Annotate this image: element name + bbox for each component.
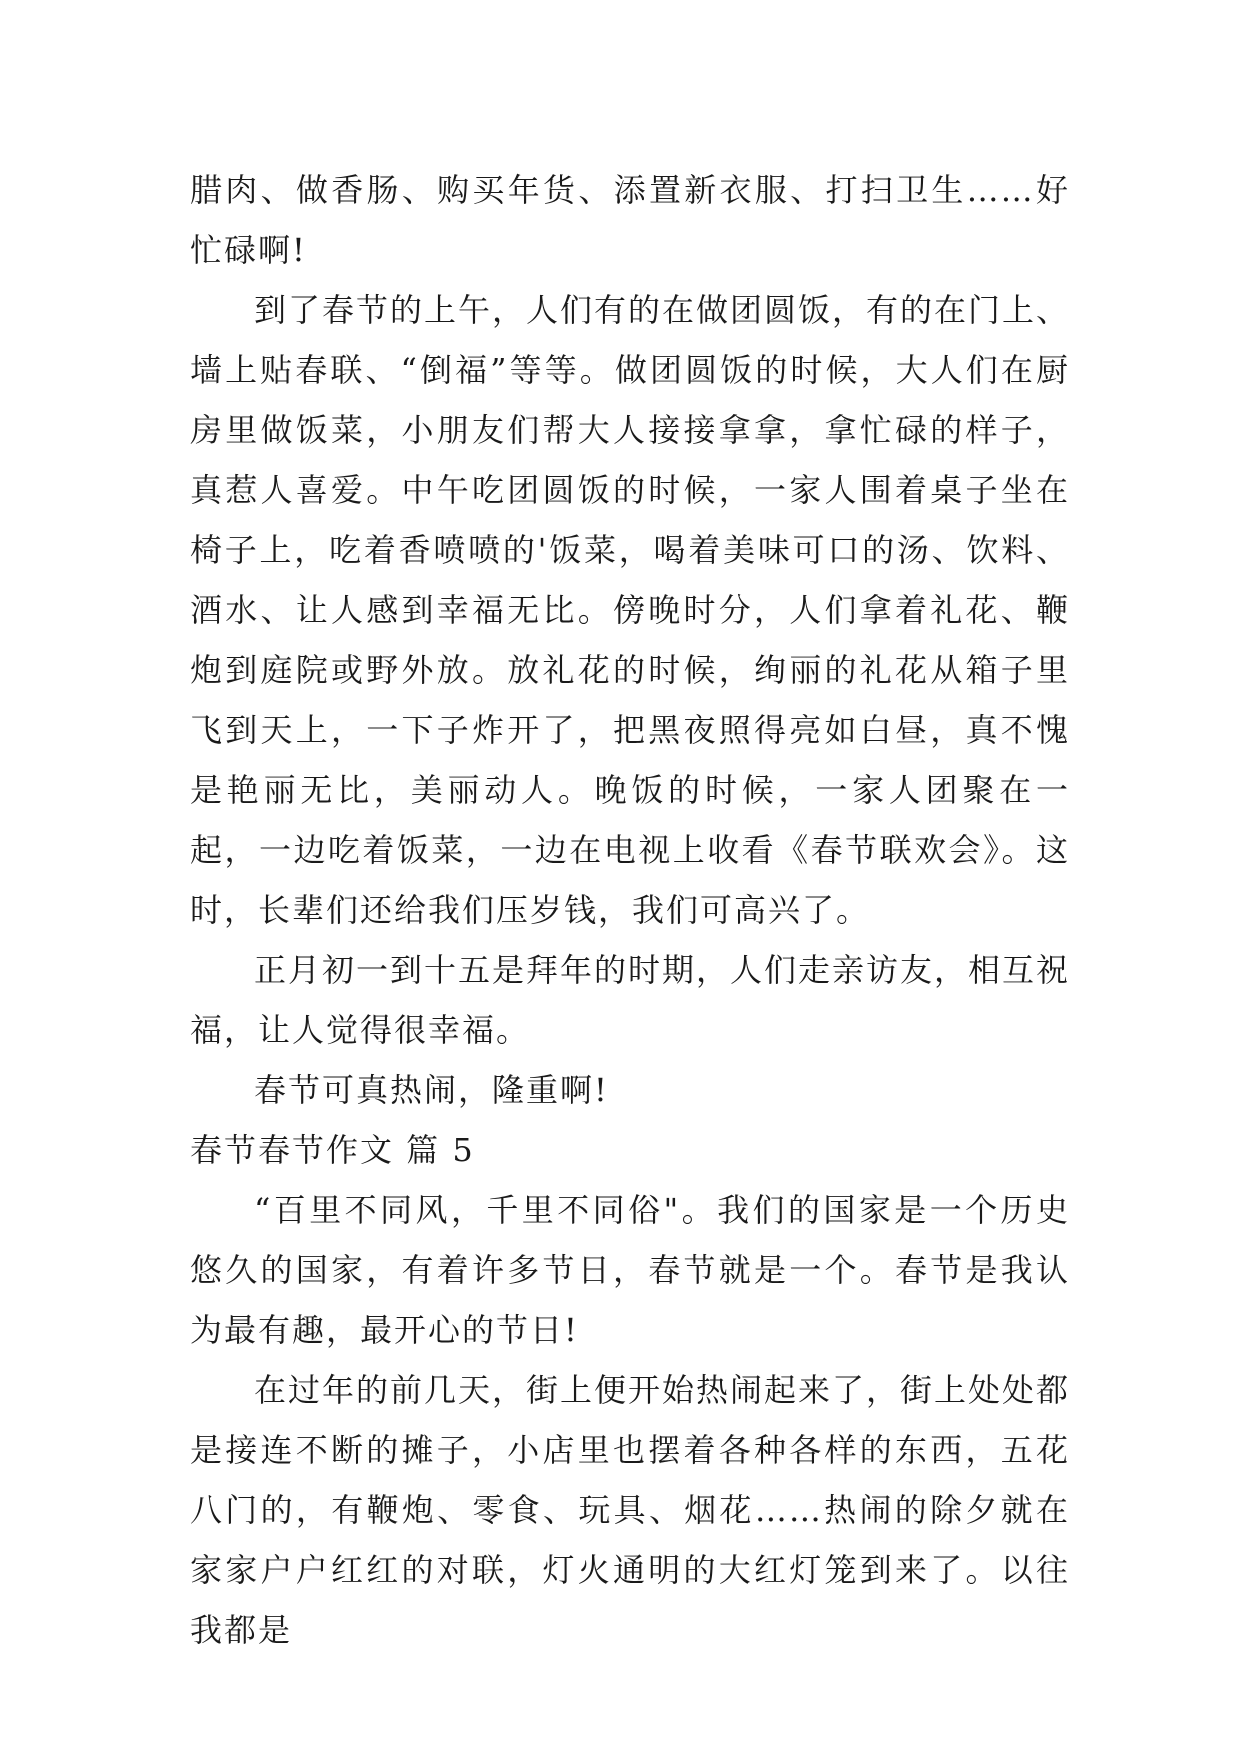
- paragraph-before-new-year: 在过年的前几天，街上便开始热闹起来了，街上处处都是接连不断的摊子，小店里也摆着各种各样的东西，五花八门的，有鞭炮、零食、玩具、烟花……热闹的除夕就在家家户户红红的对联，灯火通明的大红灯笼到来了。以往我都是: [190, 1371, 1071, 1649]
- paragraph-customs: “百里不同风，千里不同俗"。我们的国家是一个历史悠久的国家，有着许多节日，春节就是一个。春节是我认为最有趣，最开心的节日!: [190, 1191, 1070, 1349]
- document-body: [190, 160, 1070, 1660]
- paragraph-new-year-visits: 正月初一到十五是拜年的时期，人们走亲访友，相互祝福，让人觉得很幸福。: [190, 951, 1071, 1049]
- paragraph-spring-festival-morning: 到了春节的上午，人们有的在做团圆饭，有的在门上、墙上贴春联、“倒福”等等。做团圆饭的时候，大人们在厨房里做饭菜，小朋友们帮大人接接拿拿，拿忙碌的样子，真惹人喜爱。中午吃团圆饭的时候，一家人围着桌子坐在椅子上，吃着香喷喷的'饭菜，喝着美味可口的汤、饮料、酒水、让人感到幸福无比。傍晚时分，人们拿着礼花、鞭炮到庭院或野外放。放礼花的时候，绚丽的礼花从箱子里飞到天上，一下子炸开了，把黑夜照得亮如白昼，真不愧是艳丽无比，美丽动人。晚饭的时候，一家人团聚在一起，一边吃着饭菜，一边在电视上收看《春节联欢会》。这时，长辈们还给我们压岁钱，我们可高兴了。: [190, 291, 1071, 929]
- section-heading: 春节春节作文 篇 5: [190, 1131, 475, 1169]
- paragraph-continued: 腊肉、做香肠、购买年货、添置新衣服、打扫卫生……好忙碌啊!: [190, 171, 1070, 269]
- paragraph-lively-festival: 春节可真热闹，隆重啊!: [254, 1071, 609, 1109]
